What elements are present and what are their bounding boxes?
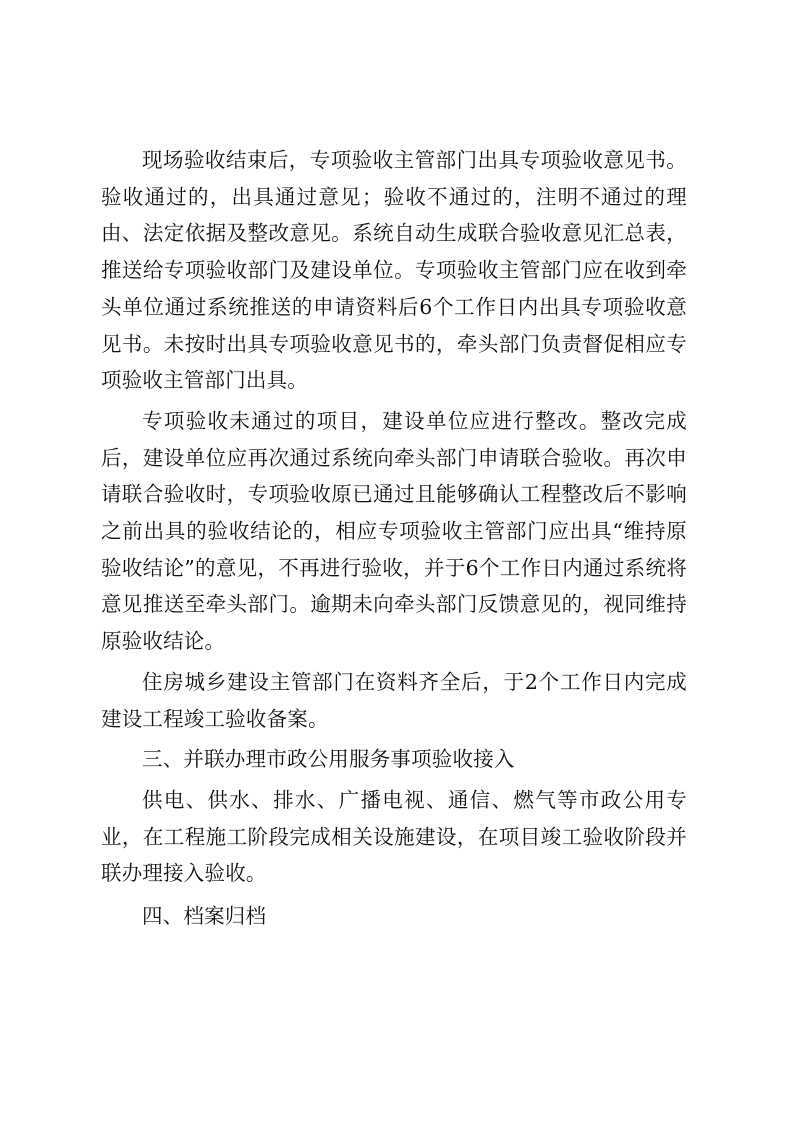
section-heading-archiving: 四、档案归档 <box>142 904 267 929</box>
paragraph-municipal-services: 供电、供水、排水、广播电视、通信、燃气等市政公用专业，在工程施工阶段完成相关设施建设，在项目竣工验收阶段并联办理接入验收。 <box>101 787 687 886</box>
document-body <box>101 142 687 935</box>
paragraph-acceptance-opinion: 现场验收结束后，专项验收主管部门出具专项验收意见书。验收通过的，出具通过意见；验收不通过的，注明不通过的理由、法定依据及整改意见。系统自动生成联合验收意见汇总表，推送给专项验收部门及建设单位。专项验收主管部门应在收到牵头单位通过系统推送的申请资料后6个工作日内出具专项验收意见书。未按时出具专项验收意见书的，牵头部门负责督促相应专项验收主管部门出具。 <box>101 148 687 393</box>
paragraph-filing: 住房城乡建设主管部门在资料齐全后，于2个工作日内完成建设工程竣工验收备案。 <box>101 669 687 731</box>
paragraph-rectification: 专项验收未通过的项目，建设单位应进行整改。整改完成后，建设单位应再次通过系统向牵头部门申请联合验收。再次申请联合验收时，专项验收原已通过且能够确认工程整改后不影响之前出具的验收结论的，相应专项验收主管部门应出具“维持原验收结论”的意见，不再进行验收，并于6个工作日内通过系统将意见推送至牵头部门。逾期未向牵头部门反馈意见的，视同维持原验收结论。 <box>101 408 687 654</box>
section-heading-municipal-services: 三、并联办理市政公用服务事项验收接入 <box>142 747 515 772</box>
